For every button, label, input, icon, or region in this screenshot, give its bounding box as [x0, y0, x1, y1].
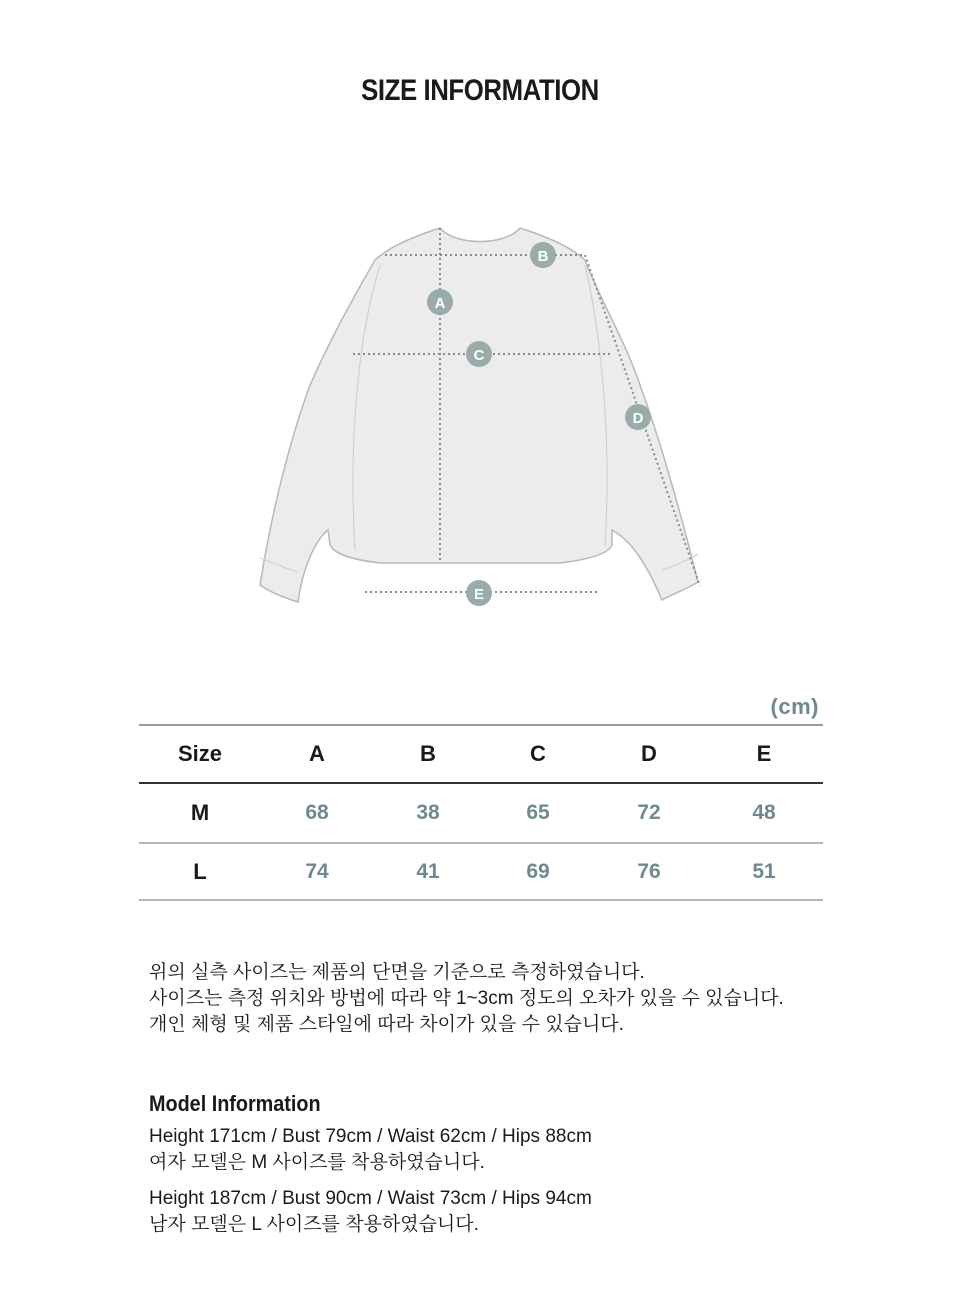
marker-c: [466, 341, 492, 367]
marker-e: [466, 580, 492, 606]
table-cell: 48: [752, 801, 776, 824]
marker-d: [625, 404, 651, 430]
note-line: 사이즈는 측정 위치와 방법에 따라 약 1~3cm 정도의 오차가 있을 수 있습니다.: [149, 988, 784, 1009]
marker-a: [427, 289, 453, 315]
female-measurements: Height 171cm / Bust 79cm / Waist 62cm / Hips 88cm: [149, 1126, 592, 1147]
table-cell: 76: [637, 859, 661, 883]
size-table: [139, 724, 823, 901]
table-cell: 72: [637, 801, 661, 824]
svg-text:A: A: [434, 295, 446, 312]
header-a: A: [309, 741, 325, 766]
table-cell: 38: [416, 801, 440, 824]
male-measurements: Height 187cm / Bust 90cm / Waist 73cm / Hips 94cm: [149, 1188, 592, 1209]
note-line: 개인 체형 및 제품 스타일에 따라 차이가 있을 수 있습니다.: [149, 1014, 624, 1035]
unit-label: (cm): [770, 694, 819, 719]
table-cell: 51: [752, 859, 776, 883]
table-header-row: [139, 725, 823, 783]
table-cell: 65: [526, 801, 550, 824]
svg-text:C: C: [473, 347, 485, 364]
header-e: E: [756, 741, 772, 766]
page-title: SIZE INFORMATION: [361, 74, 599, 107]
svg-text:D: D: [632, 410, 644, 427]
header-c: C: [530, 741, 546, 766]
table-cell: 41: [416, 859, 440, 883]
garment-diagram: [240, 210, 720, 630]
svg-text:B: B: [537, 248, 549, 265]
row-size-label: L: [193, 858, 207, 884]
header-d: D: [641, 741, 657, 766]
female-size-note: 여자 모델은 M 사이즈를 착용하였습니다.: [149, 1152, 485, 1173]
table-cell: 74: [305, 859, 329, 883]
row-size-label: M: [190, 800, 210, 825]
table-row: [139, 843, 823, 900]
table-cell: 68: [305, 801, 329, 824]
male-size-note: 남자 모델은 L 사이즈를 착용하였습니다.: [149, 1214, 479, 1235]
male-model-info: [149, 1186, 592, 1238]
header-b: B: [420, 741, 436, 766]
marker-b: [530, 242, 556, 268]
header-size: Size: [177, 741, 223, 766]
female-model-info: [149, 1124, 592, 1176]
model-info-heading: Model Information: [149, 1091, 321, 1116]
svg-text:E: E: [473, 586, 485, 603]
table-row: [139, 783, 823, 843]
note-line: 위의 실측 사이즈는 제품의 단면을 기준으로 측정하였습니다.: [149, 962, 645, 983]
table-cell: 69: [526, 859, 550, 883]
measurement-notes: [149, 960, 784, 1038]
